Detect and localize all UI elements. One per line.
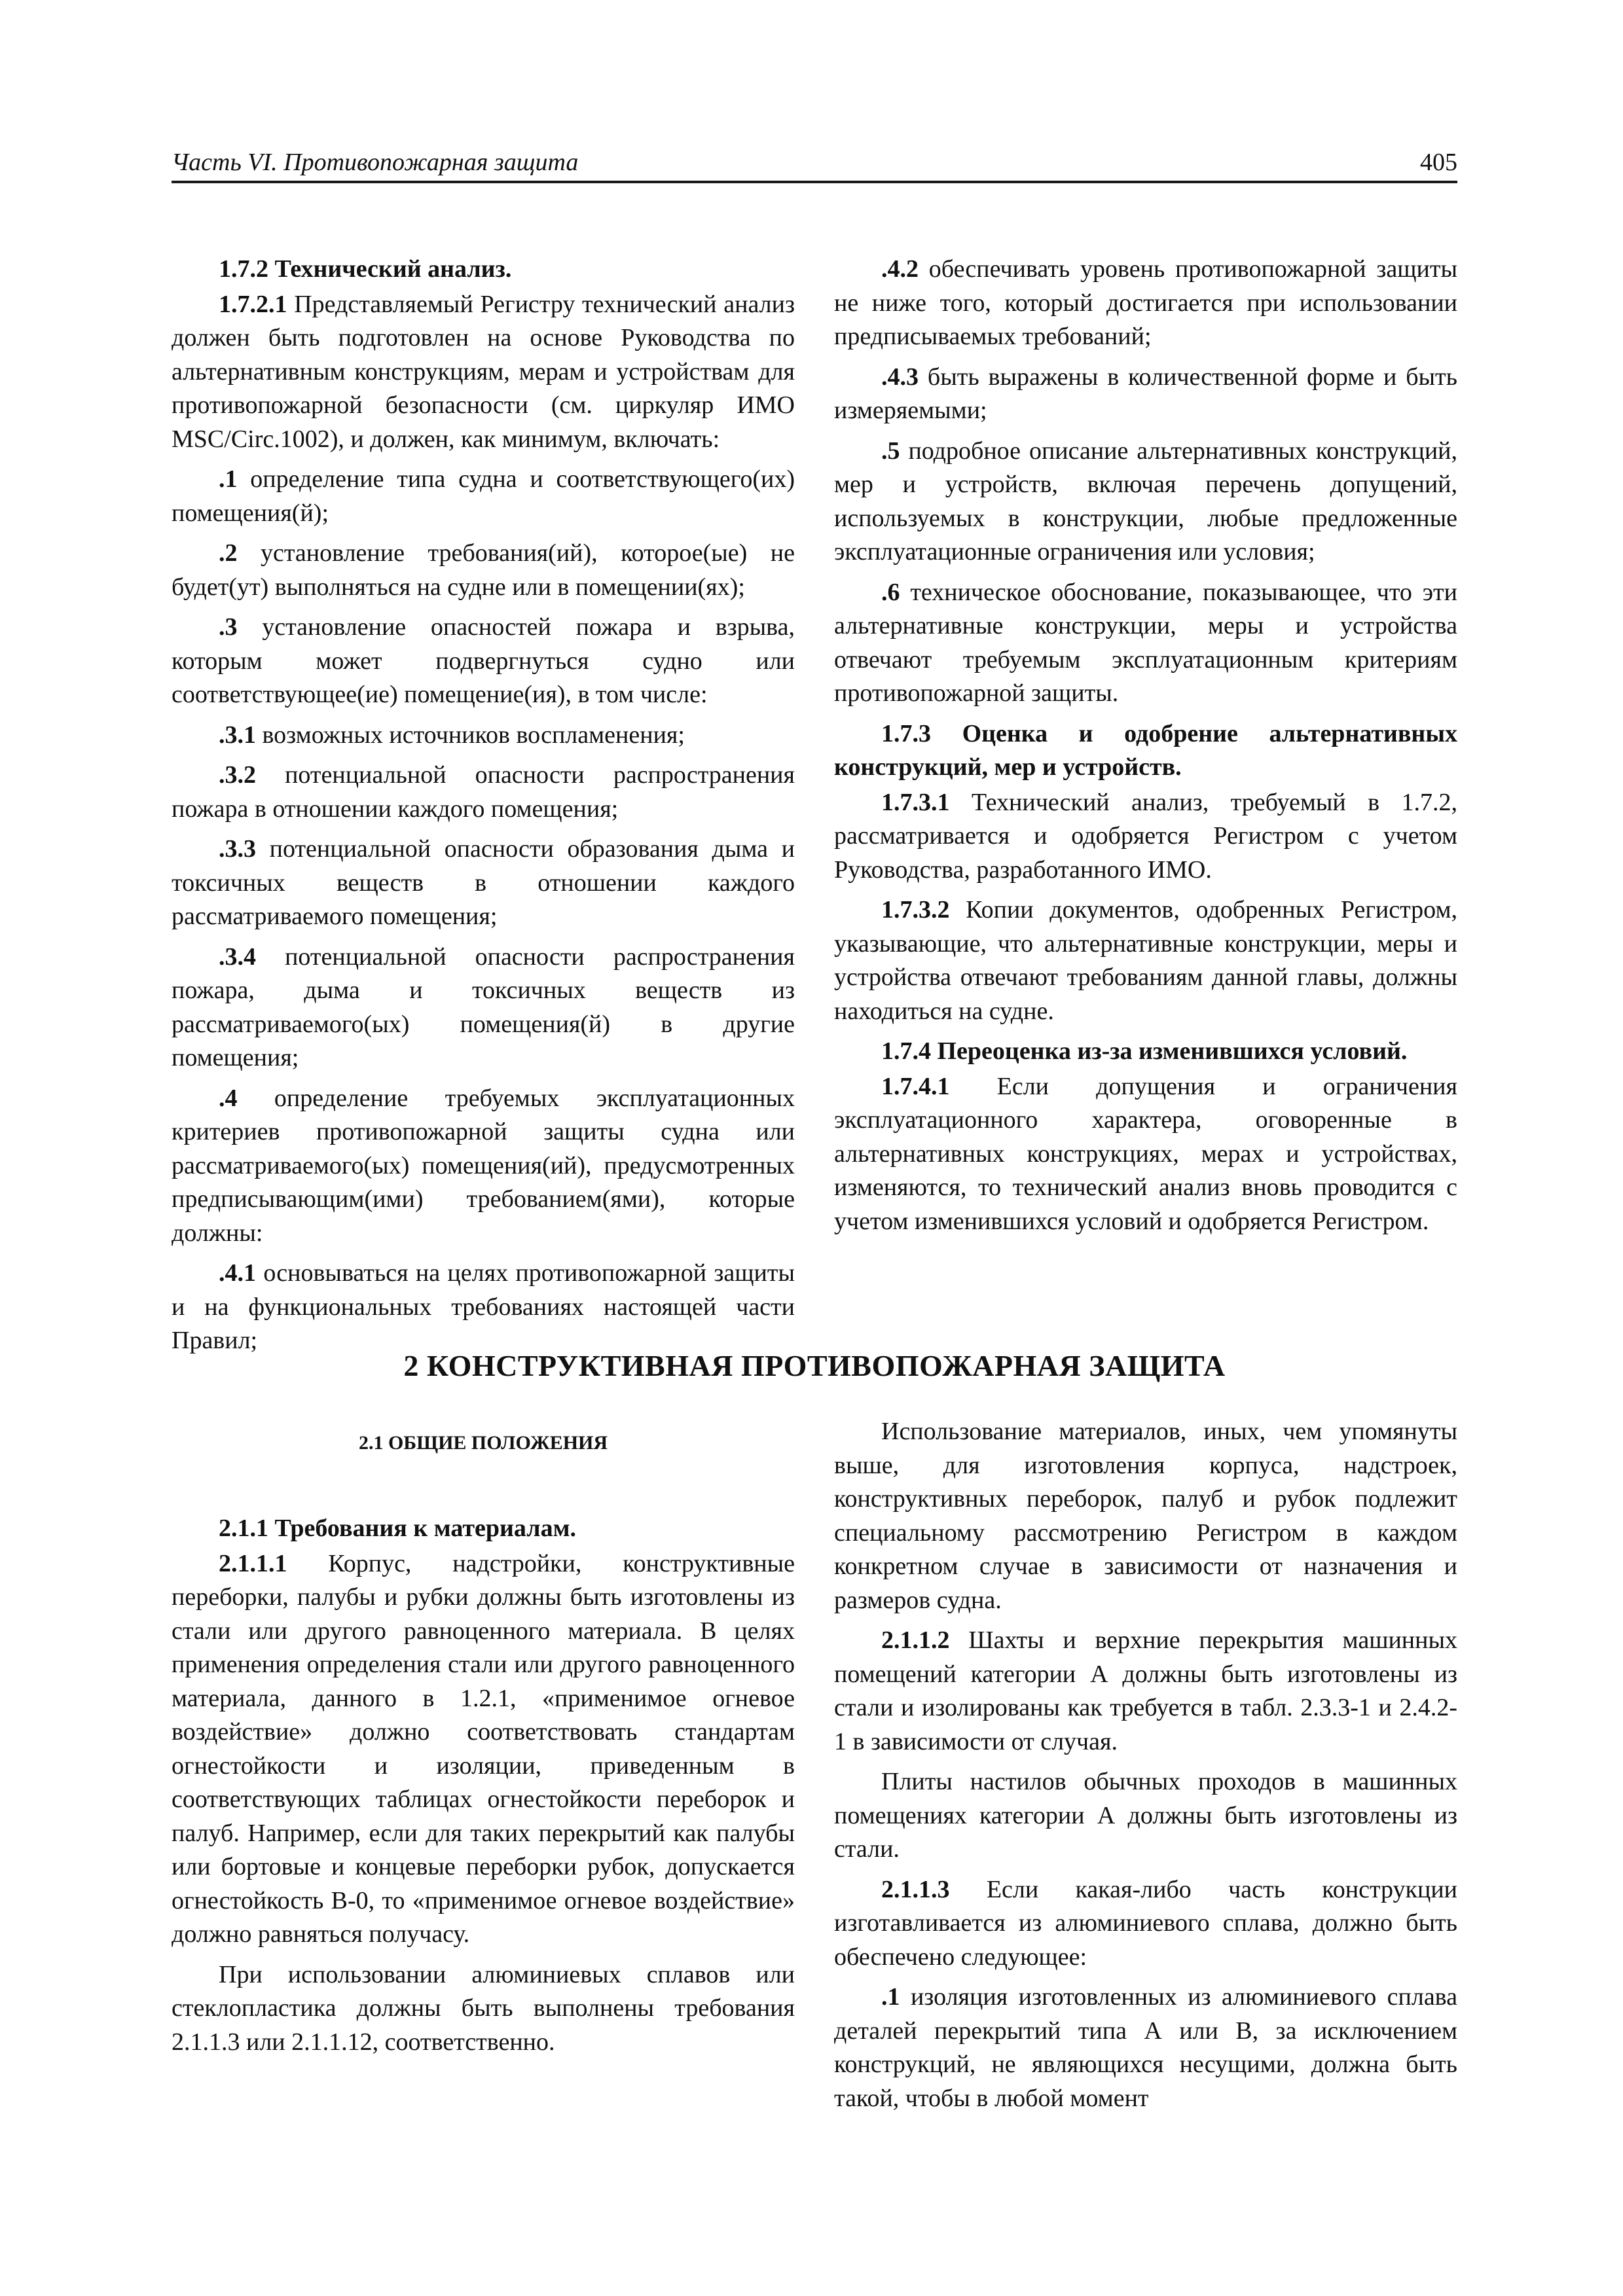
paragraph-text: Технический анализ, требуемый в 1.7.2, рассматривается и одобряется Регистром с учетом Руководства, разработанного ИМО. <box>834 788 1457 884</box>
paragraph <box>834 576 1457 711</box>
paragraph-text: возможных источников воспламенения; <box>256 721 685 749</box>
clause-number: .3.3 <box>219 835 256 863</box>
paragraph <box>834 1981 1457 2115</box>
paragraph <box>172 1082 795 1251</box>
paragraph-text: обеспечивать уровень противопожарной защиты не ниже того, который достигается при использовании предписываемых требований; <box>834 255 1457 350</box>
paragraph-text: потенциальной опасности образования дыма и токсичных веществ в отношении каждого рассматриваемого помещения; <box>172 835 795 930</box>
paragraph-text: Шахты и верхние перекрытия машинных помещений категории А должны быть изготовлены из стали и изолированы как требуется в табл. 2.3.3-1 и 2.4.2-1 в зависимости от случая. <box>834 1626 1457 1755</box>
subsection-heading <box>834 1035 1457 1069</box>
paragraph-text: подробное описание альтернативных конструкций, мер и устройств, включая перечень допущений, используемых в конструкции, любые предложенные эксплуатационные ограничения или условия; <box>834 437 1457 565</box>
paragraph-text: Если допущения и ограничения эксплуатационного характера, оговоренные в альтернативных конструкциях, мерах и устройствах, изменяются, то технический анализ вновь проводится с учетом изменившихся условий и одобряется Регистром. <box>834 1072 1457 1235</box>
paragraph <box>172 719 795 753</box>
column-bottom-right <box>834 1415 1457 2122</box>
paragraph <box>834 1415 1457 1617</box>
paragraph <box>172 1547 795 1952</box>
clause-number: .2 <box>219 539 238 567</box>
clause-number: 1.7.2 Технический анализ. <box>219 255 512 283</box>
clause-number: .5 <box>881 437 900 465</box>
clause-number: 1.7.4.1 <box>881 1072 950 1100</box>
subsection-heading <box>172 253 795 287</box>
clause-number: .3.2 <box>219 761 256 789</box>
clause-number: .3 <box>219 613 238 641</box>
column-top-left <box>172 253 795 1365</box>
paragraph <box>834 1624 1457 1759</box>
paragraph-text: Плиты настилов обычных проходов в машинных помещениях категории А должны быть изготовлены из стали. <box>834 1768 1457 1863</box>
clause-number: .4.3 <box>881 363 919 391</box>
paragraph <box>172 941 795 1075</box>
clause-number: 1.7.3.2 <box>881 896 950 924</box>
paragraph-text: потенциальной опасности распространения пожара в отношении каждого помещения; <box>172 761 795 823</box>
paragraph-text: Корпус, надстройки, конструктивные переборки, палубы и рубки должны быть изготовлены из стали или другого равноценного материала. В целях применения определения стали или другого равноценного материала, данного в 1.2.1, «применимое огневое воздействие» должно соответствовать стандартам огнестойкости и изоляции, приведенным в соответствующих таблицах огнестойкости переборок и палуб. Например, если для таких перекрытий как палубы или бортовые и концевые переборки рубок, допускается огнестойкость В-0, то «применимое огневое воздействие» должно равняться получасу. <box>172 1549 795 1948</box>
clause-number: 1.7.3 Оценка и одобрение альтернативных конструкций, мер и устройств. <box>834 719 1457 781</box>
clause-number: .6 <box>881 578 900 606</box>
paragraph <box>172 463 795 530</box>
clause-number: .4.2 <box>881 255 919 283</box>
paragraph <box>172 1958 795 2060</box>
clause-number: 1.7.3.1 <box>881 788 950 816</box>
clause-number: .4 <box>219 1084 238 1112</box>
page-number: 405 <box>1420 149 1457 176</box>
paragraph-text: установление опасностей пожара и взрыва, которым может подвергнуться судно или соответствующее(ие) помещение(ия), в том числе: <box>172 613 795 708</box>
paragraph <box>834 435 1457 569</box>
paragraph-text: При использовании алюминиевых сплавов или стеклопластика должны быть выполнены требования 2.1.1.3 или 2.1.1.12, соответственно. <box>172 1960 795 2056</box>
clause-number: .3.4 <box>219 942 256 971</box>
paragraph-text: определение требуемых эксплуатационных критериев противопожарной защиты судна или рассматриваемого(ых) помещения(ий), предусмотренных предписывающим(ими) требованием(ями), которые должны: <box>172 1084 795 1247</box>
clause-number: .4.1 <box>219 1259 256 1287</box>
paragraph-text: основываться на целях противопожарной защиты и на функциональных требованиях настоящей части Правил; <box>172 1259 795 1354</box>
clause-number: 1.7.4 Переоценка из-за изменившихся условий. <box>881 1037 1408 1065</box>
paragraph <box>172 759 795 826</box>
paragraph-text: быть выражены в количественной форме и быть измеряемыми; <box>834 363 1457 424</box>
paragraph-text: определение типа судна и соответствующего(их) помещения(й); <box>172 465 795 527</box>
paragraph-text: Копии документов, одобренных Регистром, указывающие, что альтернативные конструкции, меры и устройства отвечают требованиям данной главы, должны находиться на судне. <box>834 896 1457 1025</box>
paragraph <box>172 833 795 934</box>
clause-number: 2.1.1 Требования к материалам. <box>219 1515 576 1542</box>
column-top-right <box>834 253 1457 1245</box>
paragraph <box>834 1765 1457 1867</box>
running-header <box>172 143 1457 183</box>
paragraph-text: изоляция изготовленных из алюминиевого сплава деталей перекрытий типа А или В, за исключением конструкций, не являющихся несущими, должна быть такой, чтобы в любой момент <box>834 1983 1457 2112</box>
paragraph <box>172 288 795 457</box>
paragraph <box>834 786 1457 888</box>
clause-number: 2.1.1.1 <box>219 1549 287 1577</box>
clause-number: .3.1 <box>219 721 256 749</box>
clause-number: .1 <box>881 1983 900 2011</box>
paragraph-text: Представляемый Регистру технический анализ должен быть подготовлен на основе Руководства по альтернативным конструкциям, мерам и устройствам для противопожарной безопасности (см. циркуляр ИМО MSC/Circ.1002), и должен, как минимум, включать: <box>172 290 795 453</box>
paragraph <box>172 611 795 712</box>
paragraph <box>834 253 1457 354</box>
chapter-title: 2 КОНСТРУКТИВНАЯ ПРОТИВОПОЖАРНАЯ ЗАЩИТА <box>403 1349 1226 1382</box>
paragraph-text: Использование материалов, иных, чем упомянуты выше, для изготовления корпуса, надстроек, конструктивных переборок, палуб и рубок подлежит специальному рассмотрению Регистром в каждом конкретном случае в зависимости от назначения и размеров судна. <box>834 1418 1457 1614</box>
column-bottom-left <box>172 1512 795 2066</box>
subsection-heading <box>834 717 1457 785</box>
paragraph <box>834 1873 1457 1975</box>
clause-number: 1.7.2.1 <box>219 290 287 318</box>
header-title: Часть VI. Противопожарная защита <box>172 149 579 176</box>
subsection-heading <box>172 1512 795 1546</box>
paragraph-text: установление требования(ий), которое(ые) не будет(ут) выполняться на судне или в помещении(ях); <box>172 539 795 601</box>
paragraph <box>834 893 1457 1028</box>
paragraph-text: Если какая-либо часть конструкции изготавливается из алюминиевого сплава, должно быть обеспечено следующее: <box>834 1875 1457 1971</box>
paragraph <box>172 1257 795 1358</box>
paragraph <box>172 537 795 604</box>
paragraph-text: техническое обоснование, показывающее, что эти альтернативные конструкции, меры и устройства отвечают требуемым эксплуатационным критериям противопожарной защиты. <box>834 578 1457 707</box>
section-title: 2.1 ОБЩИЕ ПОЛОЖЕНИЯ <box>358 1432 608 1454</box>
paragraph <box>834 1070 1457 1239</box>
clause-number: .1 <box>219 465 238 493</box>
clause-number: 2.1.1.3 <box>881 1875 950 1903</box>
paragraph-text: потенциальной опасности распространения пожара, дыма и токсичных веществ из рассматриваемого(ых) помещения(й) в другие помещения; <box>172 942 795 1071</box>
paragraph <box>834 361 1457 428</box>
clause-number: 2.1.1.2 <box>881 1626 950 1654</box>
